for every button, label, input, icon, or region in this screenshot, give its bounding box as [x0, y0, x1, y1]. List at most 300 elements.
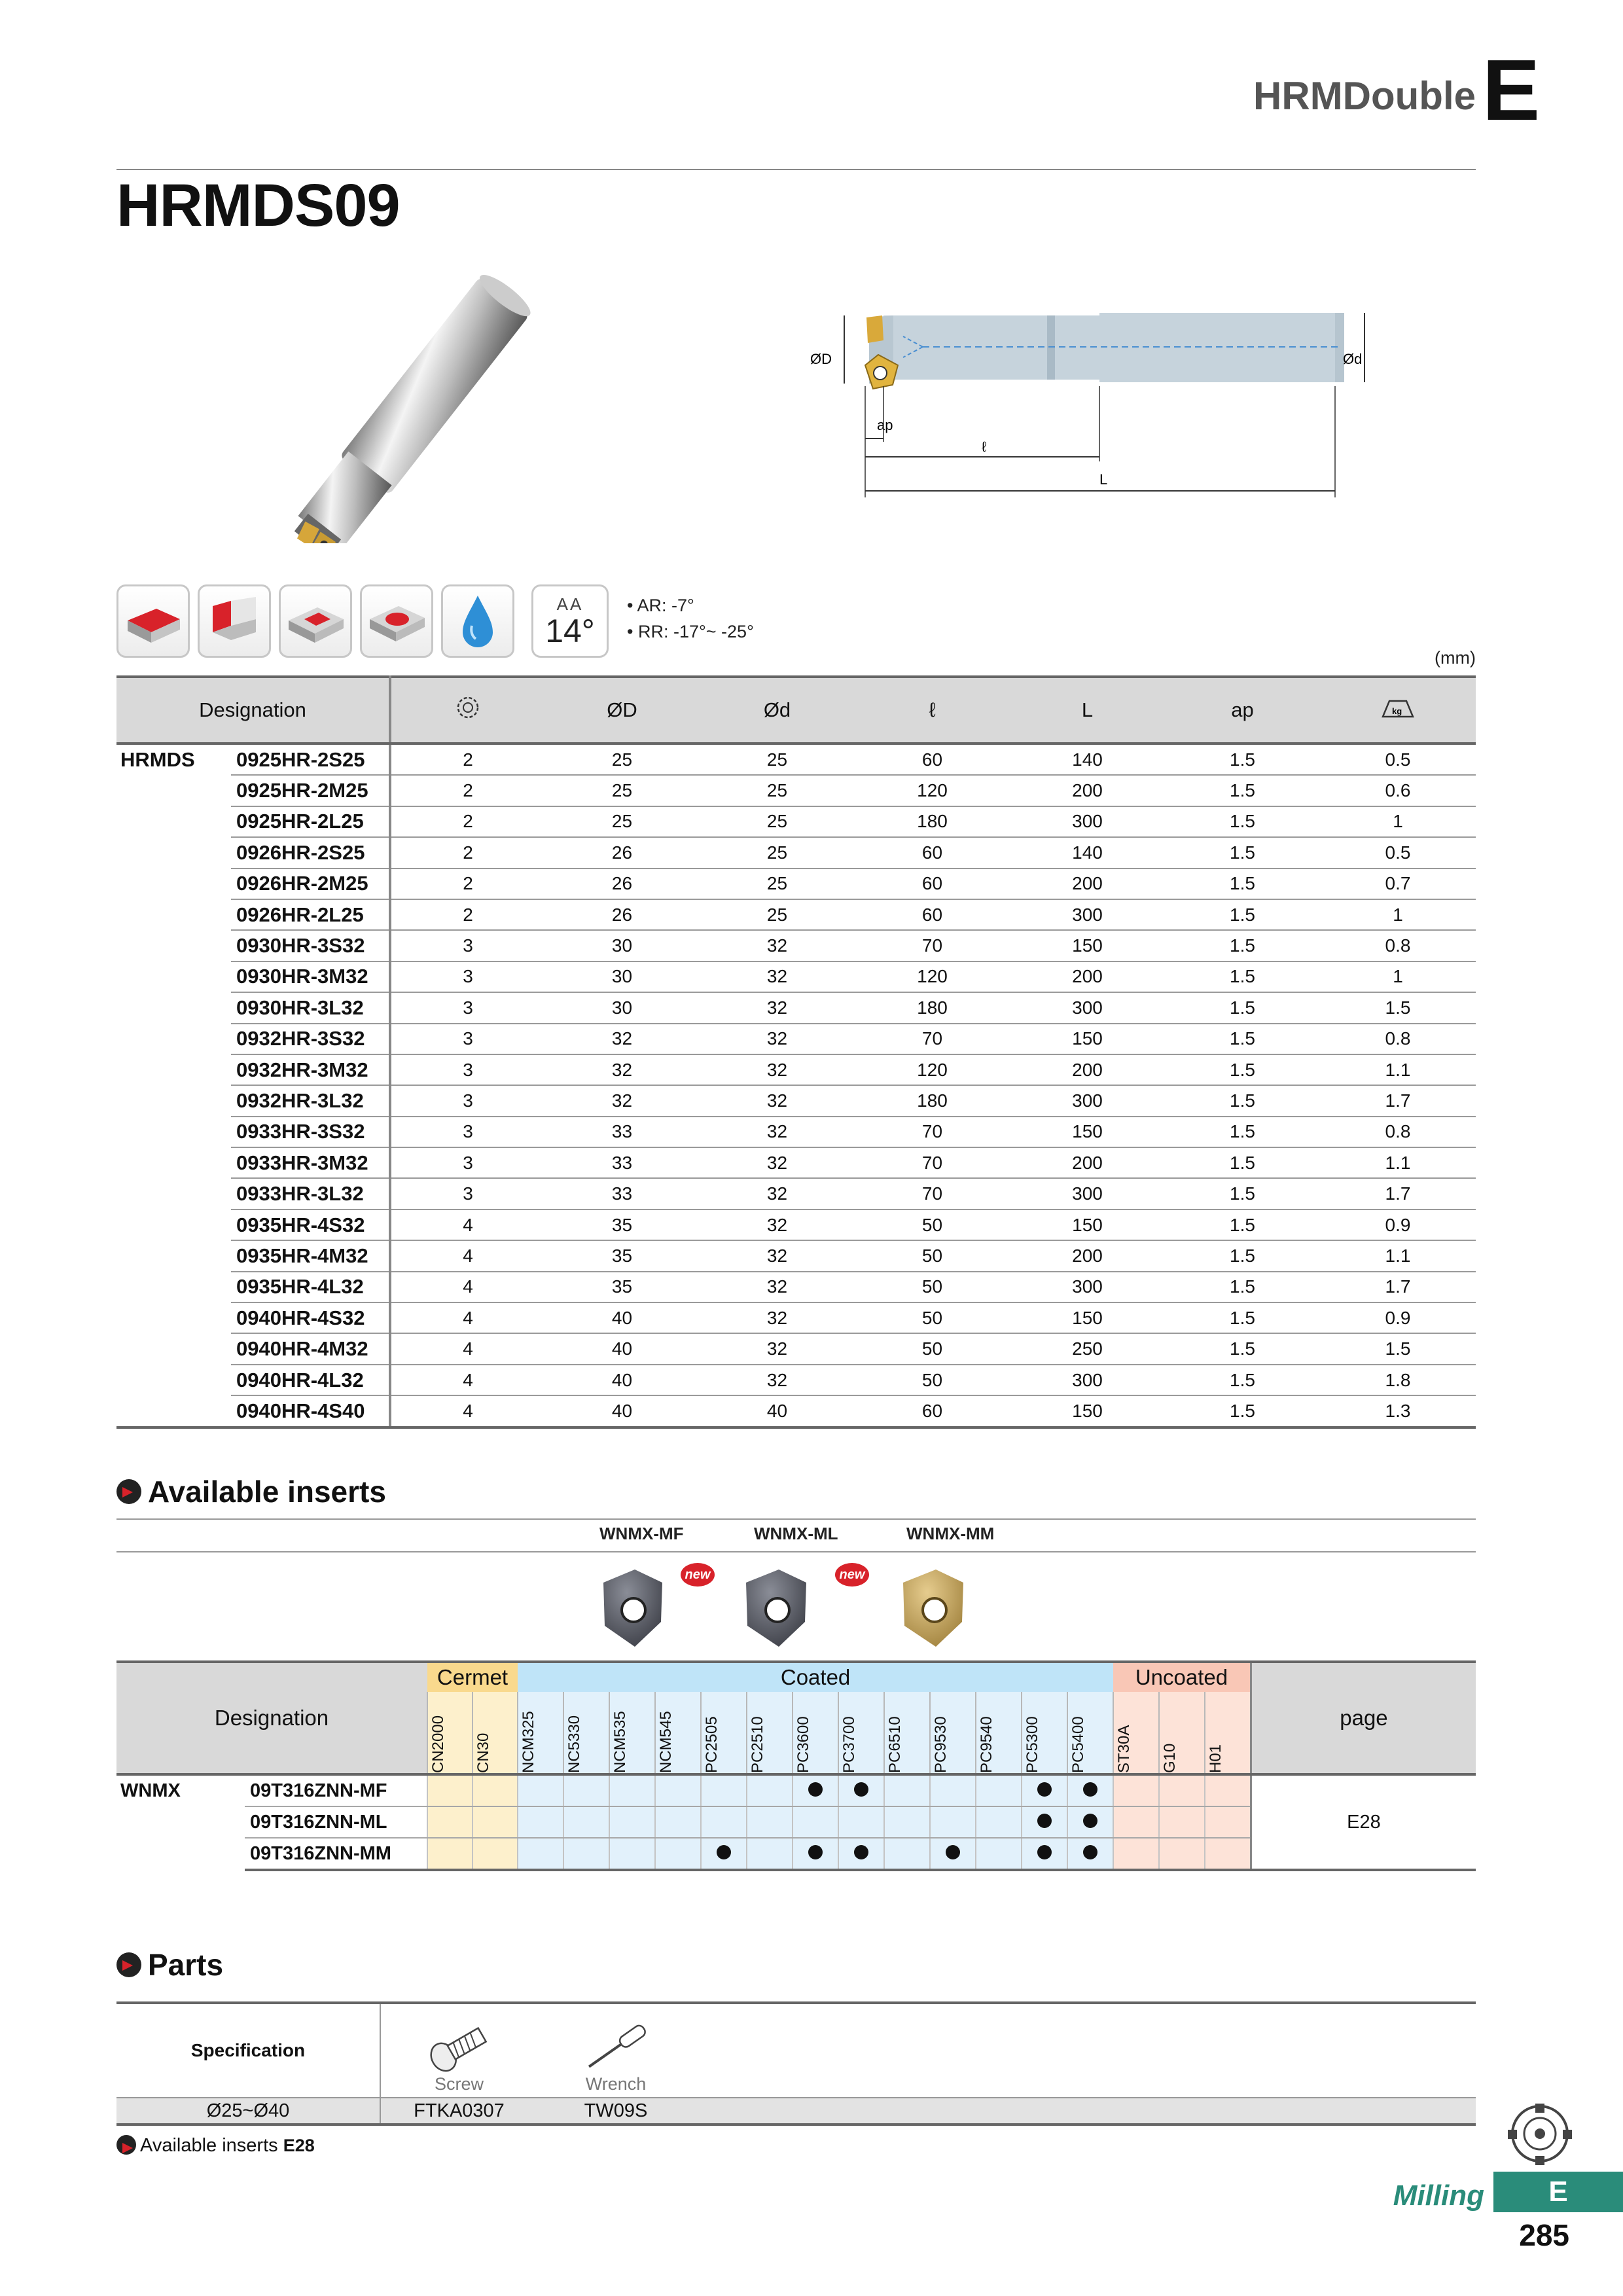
unit-label: (mm) — [1435, 648, 1476, 668]
designation-cell: 0933HR-3M32 — [231, 1147, 390, 1178]
grade-cell — [518, 1838, 563, 1870]
table-row — [116, 1210, 1476, 1240]
diameter-D-cell: 33 — [544, 1147, 700, 1178]
pocket-icon — [279, 584, 352, 658]
table-row — [116, 1147, 1476, 1178]
grade-group-cermet: Cermet — [427, 1662, 518, 1692]
weight-cell: 1.5 — [1320, 992, 1476, 1023]
series-cell — [116, 1024, 231, 1054]
weight-cell: 0.9 — [1320, 1302, 1476, 1333]
length-l-cell: 120 — [855, 961, 1010, 992]
length-L-cell: 200 — [1010, 869, 1165, 899]
grade-name — [1022, 1692, 1067, 1774]
screw-code: FTKA0307 — [380, 2098, 537, 2125]
diameter-D-cell: 26 — [544, 899, 700, 930]
grade-group-coated: Coated — [518, 1662, 1113, 1692]
insert-mf-image — [603, 1570, 662, 1647]
series-cell — [116, 837, 231, 868]
available-inserts-heading — [116, 1474, 386, 1509]
series-cell — [116, 1210, 231, 1240]
ap-cell: 1.5 — [1165, 1085, 1320, 1116]
available-dot-icon — [1083, 1814, 1097, 1828]
new-badge-ml: new — [835, 1563, 869, 1587]
helical-milling-icon — [360, 584, 433, 658]
ap-cell: 1.5 — [1165, 1240, 1320, 1271]
diameter-D-cell: 40 — [544, 1333, 700, 1364]
grade-cell — [427, 1838, 473, 1870]
grade-cell — [793, 1774, 838, 1806]
table-row — [116, 775, 1476, 806]
insert-series-cell — [116, 1838, 245, 1870]
diameter-d-cell: 32 — [700, 1178, 855, 1209]
ap-cell: 1.5 — [1165, 1302, 1320, 1333]
grade-name — [838, 1692, 884, 1774]
series-cell — [116, 961, 231, 992]
grade-name — [1067, 1692, 1113, 1774]
table-row — [116, 1333, 1476, 1364]
weight-cell: 1.1 — [1320, 1240, 1476, 1271]
length-l-cell: 70 — [855, 1147, 1010, 1178]
length-l-cell: 120 — [855, 1054, 1010, 1085]
grade-name-text: ST30A — [1115, 1725, 1133, 1773]
grade-name — [518, 1692, 563, 1774]
grade-name — [1159, 1692, 1205, 1774]
weight-cell: 1.7 — [1320, 1272, 1476, 1302]
diameter-d-cell: 40 — [700, 1395, 855, 1427]
weight-cell: 1.7 — [1320, 1178, 1476, 1209]
grade-cell — [655, 1774, 701, 1806]
ap-cell: 1.5 — [1165, 775, 1320, 806]
table-row — [116, 1272, 1476, 1302]
insert-code-cell: 09T316ZNN-MM — [245, 1838, 427, 1870]
diameter-d-cell: 32 — [700, 1117, 855, 1147]
diameter-d-cell: 32 — [700, 1272, 855, 1302]
new-badge-mf: new — [681, 1563, 715, 1587]
ap-cell: 1.5 — [1165, 961, 1320, 992]
length-L-cell: 300 — [1010, 1365, 1165, 1395]
axial-angle-box — [531, 584, 609, 658]
ap-cell: 1.5 — [1165, 1395, 1320, 1427]
diameter-D-cell: 30 — [544, 992, 700, 1023]
insert-images — [589, 1563, 982, 1655]
designation-cell: 0940HR-4M32 — [231, 1333, 390, 1364]
grade-cell — [976, 1806, 1022, 1838]
specification-header: Specification — [116, 2003, 380, 2098]
grade-cell — [1067, 1806, 1113, 1838]
diameter-d-cell: 32 — [700, 1085, 855, 1116]
milling-cutter-icon — [1504, 2101, 1576, 2166]
diameter-D-cell: 32 — [544, 1054, 700, 1085]
ap-cell: 1.5 — [1165, 1147, 1320, 1178]
grade-name — [884, 1692, 930, 1774]
grade-name-text: H01 — [1207, 1744, 1225, 1773]
designation-cell: 0925HR-2M25 — [231, 775, 390, 806]
designation-cell: 0935HR-4L32 — [231, 1272, 390, 1302]
diameter-D-cell: 25 — [544, 775, 700, 806]
ap-cell: 1.5 — [1165, 744, 1320, 775]
teeth-cell: 2 — [390, 869, 544, 899]
wrench-cell — [537, 2003, 694, 2098]
grade-name-text: NCM545 — [657, 1711, 675, 1773]
angle-label: AA — [556, 594, 584, 614]
length-l-cell: 70 — [855, 930, 1010, 961]
grade-cell — [609, 1774, 655, 1806]
length-L-cell: 200 — [1010, 775, 1165, 806]
weight-header — [1320, 677, 1476, 744]
weight-cell: 1 — [1320, 961, 1476, 992]
grade-cell — [1159, 1806, 1205, 1838]
available-dot-icon — [808, 1845, 823, 1859]
table-row — [116, 837, 1476, 868]
grade-cell — [473, 1838, 518, 1870]
series-cell: HRMDS — [120, 748, 195, 772]
available-inserts-reference[interactable] — [116, 2135, 315, 2157]
weight-cell: 1.8 — [1320, 1365, 1476, 1395]
section-arrow-icon — [116, 1952, 141, 1977]
table-row — [116, 1302, 1476, 1333]
col-l-header: ℓ — [855, 677, 1010, 744]
l-label: ℓ — [982, 439, 987, 455]
coolant-drop-icon — [441, 584, 514, 658]
grade-cell — [1113, 1806, 1159, 1838]
weight-cell: 0.8 — [1320, 1024, 1476, 1054]
teeth-cell: 4 — [390, 1333, 544, 1364]
available-dot-icon — [854, 1845, 868, 1859]
table-row — [116, 1240, 1476, 1271]
cutter-spec-table — [116, 675, 1476, 1429]
diameter-d-cell: 32 — [700, 1147, 855, 1178]
grade-name — [1113, 1692, 1159, 1774]
grade-cell — [563, 1806, 609, 1838]
ap-cell: 1.5 — [1165, 837, 1320, 868]
diameter-D-cell: 35 — [544, 1240, 700, 1271]
weight-cell: 0.5 — [1320, 744, 1476, 775]
grade-cell — [1022, 1838, 1067, 1870]
weight-cell: 1.3 — [1320, 1395, 1476, 1427]
length-L-cell: 200 — [1010, 1240, 1165, 1271]
designation-cell: 0925HR-2L25 — [231, 806, 390, 837]
weight-cell: 0.9 — [1320, 1210, 1476, 1240]
section-tab: E — [1493, 2172, 1623, 2212]
series-cell — [116, 1178, 231, 1209]
diameter-d-cell: 25 — [700, 806, 855, 837]
grade-cell — [884, 1806, 930, 1838]
length-l-cell: 180 — [855, 806, 1010, 837]
grade-cell — [1113, 1774, 1159, 1806]
length-L-cell: 200 — [1010, 1054, 1165, 1085]
parts-table — [116, 2001, 1476, 2126]
table-row — [116, 1178, 1476, 1209]
grade-name-text: G10 — [1161, 1743, 1179, 1773]
table-row — [116, 992, 1476, 1023]
axial-rake-note: • AR: -7° — [627, 596, 694, 615]
grade-name-text: PC5400 — [1069, 1716, 1087, 1773]
diameter-D-cell: 33 — [544, 1117, 700, 1147]
section-arrow-icon — [116, 1479, 141, 1504]
series-cell — [116, 1240, 231, 1271]
table-row — [116, 930, 1476, 961]
teeth-cell: 3 — [390, 1085, 544, 1116]
page-header: page — [1251, 1662, 1476, 1774]
teeth-cell: 2 — [390, 837, 544, 868]
length-L-cell: 250 — [1010, 1333, 1165, 1364]
designation-header: Designation — [116, 677, 390, 744]
weight-cell: 0.6 — [1320, 775, 1476, 806]
length-L-cell: 140 — [1010, 837, 1165, 868]
ap-cell: 1.5 — [1165, 930, 1320, 961]
designation-cell: 0935HR-4M32 — [231, 1240, 390, 1271]
table-row — [116, 806, 1476, 837]
grade-cell — [930, 1838, 976, 1870]
ap-label: ap — [877, 417, 893, 433]
designation-cell: 0925HR-2S25 — [231, 744, 390, 775]
designation-cell: 0940HR-4S32 — [231, 1302, 390, 1333]
diameter-D-cell: 30 — [544, 930, 700, 961]
weight-cell: 0.5 — [1320, 837, 1476, 868]
grade-cell — [976, 1838, 1022, 1870]
teeth-cell: 3 — [390, 930, 544, 961]
ap-cell: 1.5 — [1165, 1117, 1320, 1147]
grade-name-text: PC3700 — [840, 1716, 858, 1773]
insert-grade-table — [116, 1660, 1476, 1871]
grade-name-text: CN2000 — [429, 1715, 447, 1773]
series-cell — [116, 1117, 231, 1147]
length-L-cell: 140 — [1010, 744, 1165, 775]
wrench-code: TW09S — [537, 2098, 694, 2125]
grade-cell — [701, 1806, 747, 1838]
diameter-d-cell: 32 — [700, 961, 855, 992]
grade-cell — [793, 1806, 838, 1838]
table-row — [116, 1054, 1476, 1085]
diameter-D-cell: 40 — [544, 1395, 700, 1427]
weight-icon — [1380, 694, 1416, 721]
ap-cell: 1.5 — [1165, 899, 1320, 930]
ap-cell: 1.5 — [1165, 1272, 1320, 1302]
spec-range: Ø25~Ø40 — [116, 2098, 380, 2125]
diameter-d-cell: 32 — [700, 1365, 855, 1395]
grade-name — [563, 1692, 609, 1774]
designation-cell: 0930HR-3M32 — [231, 961, 390, 992]
grade-name — [427, 1692, 473, 1774]
series-cell — [116, 930, 231, 961]
available-dot-icon — [1037, 1845, 1052, 1859]
ap-cell: 1.5 — [1165, 806, 1320, 837]
length-l-cell: 60 — [855, 744, 1010, 775]
grade-cell — [884, 1774, 930, 1806]
length-l-cell: 50 — [855, 1210, 1010, 1240]
grade-name — [655, 1692, 701, 1774]
parts-title: Parts — [148, 1948, 224, 1982]
length-l-cell: 70 — [855, 1178, 1010, 1209]
weight-cell: 1 — [1320, 899, 1476, 930]
grade-name-text: NCM535 — [611, 1711, 629, 1773]
page-ref-cell[interactable]: E28 — [1251, 1774, 1476, 1870]
header-rule — [116, 169, 1476, 170]
length-L-cell: 300 — [1010, 992, 1165, 1023]
grade-name-text: PC3600 — [794, 1716, 812, 1773]
designation-cell: 0930HR-3L32 — [231, 992, 390, 1023]
reference-label: Available inserts — [140, 2135, 278, 2156]
grade-cell — [473, 1806, 518, 1838]
insert-series-cell: WNMX — [120, 1780, 181, 1801]
teeth-icon — [455, 694, 481, 721]
diameter-D-cell: 40 — [544, 1302, 700, 1333]
length-L-cell: 300 — [1010, 1085, 1165, 1116]
length-L-cell: 150 — [1010, 1395, 1165, 1427]
grade-name-text: PC2510 — [749, 1716, 766, 1773]
length-L-cell: 150 — [1010, 1117, 1165, 1147]
grade-cell — [1067, 1838, 1113, 1870]
grade-name-text: NCM325 — [520, 1711, 537, 1773]
parts-heading — [116, 1947, 223, 1982]
grade-cell — [1022, 1806, 1067, 1838]
series-cell — [116, 1395, 231, 1427]
table-row — [116, 961, 1476, 992]
diameter-d-cell: 32 — [700, 1210, 855, 1240]
series-cell — [116, 1085, 231, 1116]
screw-icon — [420, 2022, 499, 2074]
designation-cell: 0932HR-3L32 — [231, 1085, 390, 1116]
teeth-cell: 3 — [390, 1024, 544, 1054]
diameter-d-cell: 32 — [700, 1240, 855, 1271]
designation-cell: 0926HR-2L25 — [231, 899, 390, 930]
designation-cell: 0932HR-3M32 — [231, 1054, 390, 1085]
grade-name-text: PC9540 — [978, 1716, 995, 1773]
grade-name-text: PC9530 — [932, 1716, 950, 1773]
weight-cell: 0.8 — [1320, 1117, 1476, 1147]
diameter-d-cell: 32 — [700, 1333, 855, 1364]
diameter-d-cell: 25 — [700, 837, 855, 868]
grade-cell — [473, 1774, 518, 1806]
length-L-cell: 300 — [1010, 899, 1165, 930]
teeth-cell: 4 — [390, 1272, 544, 1302]
grade-name — [473, 1692, 518, 1774]
grade-cell — [1205, 1774, 1251, 1806]
teeth-cell: 2 — [390, 775, 544, 806]
grade-name — [1205, 1692, 1251, 1774]
length-l-cell: 60 — [855, 1395, 1010, 1427]
length-L-cell: 200 — [1010, 1147, 1165, 1178]
series-cell — [116, 899, 231, 930]
teeth-cell: 3 — [390, 1178, 544, 1209]
length-l-cell: 50 — [855, 1302, 1010, 1333]
teeth-cell: 2 — [390, 899, 544, 930]
grade-cell — [1205, 1806, 1251, 1838]
ap-cell: 1.5 — [1165, 1024, 1320, 1054]
length-l-cell: 60 — [855, 899, 1010, 930]
inserts-rule-bottom — [116, 1551, 1476, 1552]
grade-name — [976, 1692, 1022, 1774]
diameter-D-cell: 25 — [544, 744, 700, 775]
available-dot-icon — [946, 1845, 960, 1859]
available-dot-icon — [1083, 1845, 1097, 1859]
insert-label-mf: WNMX-MF — [599, 1524, 684, 1543]
length-l-cell: 120 — [855, 775, 1010, 806]
grade-cell — [563, 1838, 609, 1870]
insert-label-mm: WNMX-MM — [906, 1524, 995, 1543]
length-L-cell: 300 — [1010, 1178, 1165, 1209]
length-L-cell: 150 — [1010, 1024, 1165, 1054]
designation-cell: 0940HR-4S40 — [231, 1395, 390, 1427]
grade-group-uncoated: Uncoated — [1113, 1662, 1251, 1692]
grade-name-text: CN30 — [474, 1732, 492, 1773]
designation-cell: 0932HR-3S32 — [231, 1024, 390, 1054]
insert-series-cell — [116, 1806, 245, 1838]
teeth-cell: 4 — [390, 1365, 544, 1395]
insert-label-ml: WNMX-ML — [754, 1524, 838, 1543]
weight-cell: 0.7 — [1320, 869, 1476, 899]
section-letter: E — [1482, 42, 1540, 138]
diameter-d-cell: 25 — [700, 869, 855, 899]
ap-cell: 1.5 — [1165, 1054, 1320, 1085]
inserts-rule-top — [116, 1518, 1476, 1520]
designation-cell: 0933HR-3S32 — [231, 1117, 390, 1147]
shoulder-face-icon — [116, 584, 190, 658]
grade-cell — [655, 1806, 701, 1838]
teeth-cell: 4 — [390, 1210, 544, 1240]
teeth-cell: 4 — [390, 1395, 544, 1427]
length-l-cell: 70 — [855, 1024, 1010, 1054]
teeth-cell: 3 — [390, 1117, 544, 1147]
designation-cell: 0930HR-3S32 — [231, 930, 390, 961]
length-L-cell: 300 — [1010, 806, 1165, 837]
col-ap-header: ap — [1165, 677, 1320, 744]
available-dot-icon — [1037, 1814, 1052, 1828]
insert-mm-image — [903, 1570, 963, 1647]
grade-name-text: PC2505 — [703, 1716, 721, 1773]
length-l-cell: 70 — [855, 1117, 1010, 1147]
angle-value: 14° — [545, 613, 595, 649]
diameter-D-cell: 32 — [544, 1024, 700, 1054]
series-cell — [116, 1333, 231, 1364]
svg-text:kg: kg — [1392, 706, 1402, 716]
grade-name-text: PC6510 — [886, 1716, 904, 1773]
page-number: 285 — [1519, 2218, 1569, 2252]
teeth-cell: 2 — [390, 806, 544, 837]
diameter-D-cell: 25 — [544, 806, 700, 837]
designation-cell: 0926HR-2M25 — [231, 869, 390, 899]
section-title: HRMDouble — [1253, 74, 1476, 118]
table-row — [116, 1365, 1476, 1395]
grade-cell — [1113, 1838, 1159, 1870]
length-l-cell: 60 — [855, 869, 1010, 899]
length-L-cell: 150 — [1010, 930, 1165, 961]
grade-cell — [747, 1774, 793, 1806]
diameter-D-cell: 35 — [544, 1210, 700, 1240]
weight-cell: 0.8 — [1320, 930, 1476, 961]
diameter-d-cell: 25 — [700, 775, 855, 806]
table-row — [116, 1024, 1476, 1054]
insert-code-cell: 09T316ZNN-ML — [245, 1806, 427, 1838]
col-d-header: Ød — [700, 677, 855, 744]
grade-cell — [1205, 1838, 1251, 1870]
diameter-d-cell: 25 — [700, 899, 855, 930]
designation-cell: 0933HR-3L32 — [231, 1178, 390, 1209]
category-label: Milling — [1393, 2179, 1484, 2212]
table-row — [116, 899, 1476, 930]
diameter-d-cell: 25 — [700, 744, 855, 775]
grade-cell — [930, 1774, 976, 1806]
diameter-d-cell: 32 — [700, 1302, 855, 1333]
grade-row — [116, 1774, 1476, 1806]
grade-cell — [793, 1838, 838, 1870]
length-l-cell: 50 — [855, 1240, 1010, 1271]
series-cell — [116, 775, 231, 806]
teeth-cell: 3 — [390, 992, 544, 1023]
grade-cell — [930, 1806, 976, 1838]
ap-cell: 1.5 — [1165, 869, 1320, 899]
grade-cell — [609, 1838, 655, 1870]
